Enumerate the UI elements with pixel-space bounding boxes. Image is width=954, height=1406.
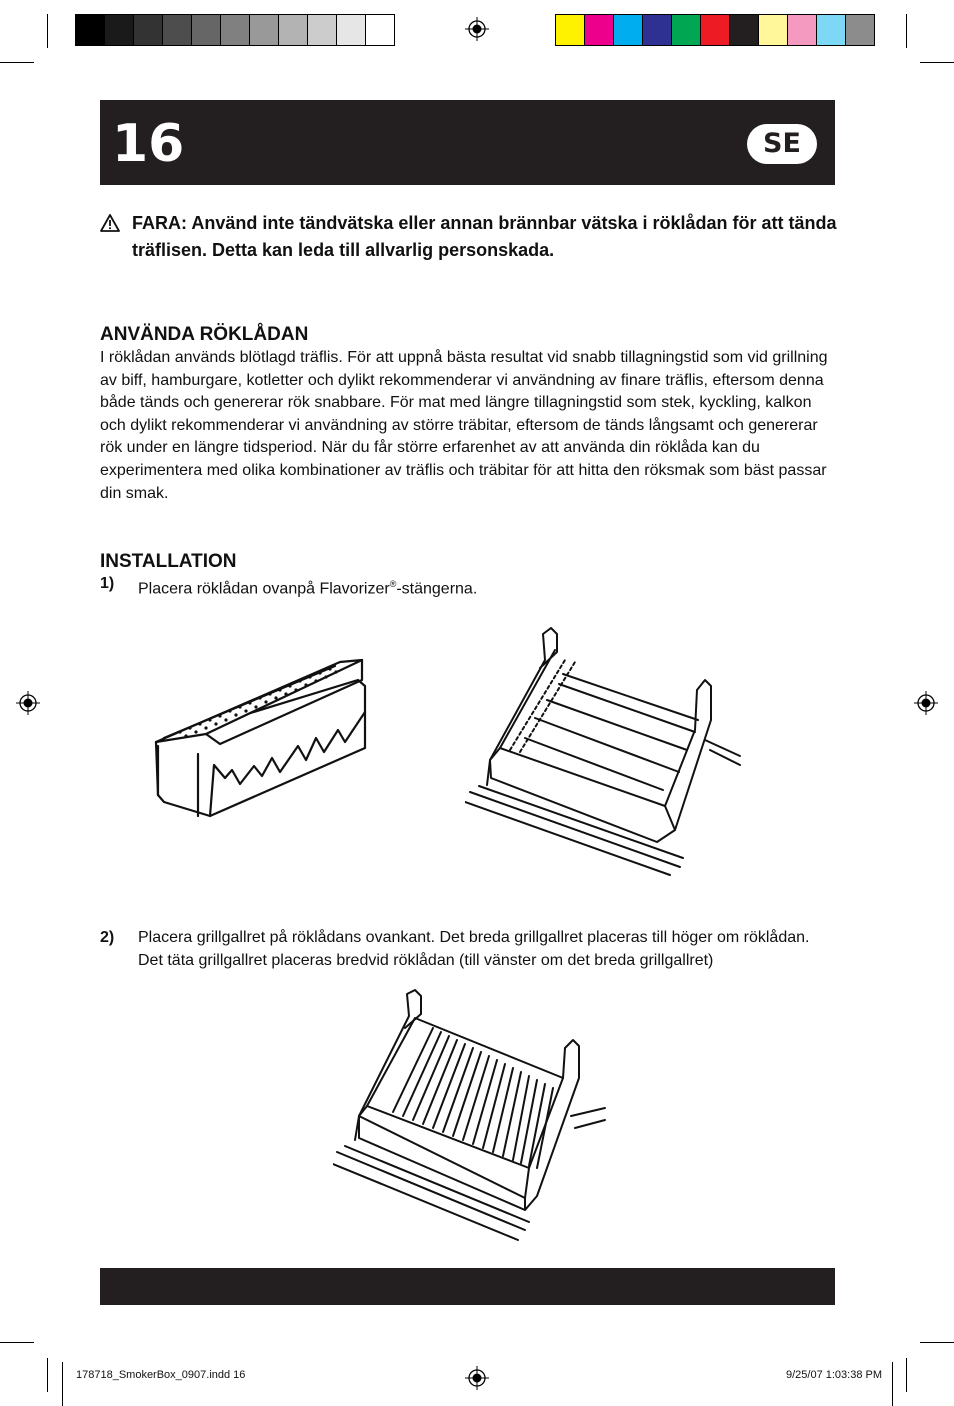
color-swatch	[643, 15, 672, 45]
crop-mark	[0, 1342, 34, 1343]
color-swatch	[759, 15, 788, 45]
gray-swatch-bar	[75, 14, 395, 46]
smoker-box-on-bars-illustration	[465, 620, 750, 880]
crop-mark	[892, 1362, 893, 1406]
crop-mark	[920, 62, 954, 63]
section-installation	[100, 550, 840, 574]
warning-triangle-icon	[100, 213, 120, 233]
crop-mark	[47, 1358, 48, 1392]
warning-text: FARA: Använd inte tändvätska eller annan brännbar vätska i röklådan för att tända träflisen. Detta kan leda till allvarlig personskada.	[132, 213, 837, 260]
registration-mark-icon	[465, 1366, 489, 1390]
page-footer-band	[100, 1268, 835, 1305]
crop-mark	[920, 1342, 954, 1343]
step-number: 2)	[100, 929, 115, 946]
install-step	[100, 573, 820, 601]
color-swatch	[337, 15, 366, 45]
color-swatch	[817, 15, 846, 45]
color-swatch	[308, 15, 337, 45]
step-text: Placera röklådan ovanpå Flavorizer®-stängerna.	[138, 579, 478, 598]
color-swatch	[585, 15, 614, 45]
print-slug-filename: 178718_SmokerBox_0907.indd 16	[76, 1369, 246, 1381]
install-step	[100, 927, 820, 972]
danger-warning	[100, 210, 840, 264]
section-title: ANVÄNDA RÖKLÅDAN	[100, 324, 309, 345]
color-swatch	[279, 15, 308, 45]
color-swatch	[730, 15, 759, 45]
registration-mark-icon	[16, 691, 40, 715]
color-swatch	[366, 15, 394, 45]
color-swatch	[221, 15, 250, 45]
crop-mark	[47, 14, 48, 48]
color-swatch	[105, 15, 134, 45]
page-header-band	[100, 100, 835, 185]
registration-mark-icon	[914, 691, 938, 715]
registration-mark-icon	[465, 17, 489, 41]
language-badge: SE	[747, 124, 817, 164]
color-swatch	[76, 15, 105, 45]
color-swatch	[672, 15, 701, 45]
page-number: 16	[112, 114, 185, 174]
color-swatch	[846, 15, 874, 45]
step-number: 1)	[100, 575, 115, 592]
section-title: INSTALLATION	[100, 551, 237, 572]
crop-mark	[62, 1362, 63, 1406]
color-swatch	[250, 15, 279, 45]
grill-grates-illustration	[333, 988, 613, 1243]
print-slug-timestamp: 9/25/07 1:03:38 PM	[785, 1369, 882, 1381]
crop-mark	[0, 62, 34, 63]
crop-mark	[906, 1358, 907, 1392]
section-use-smoker-box	[100, 323, 840, 505]
color-swatch	[192, 15, 221, 45]
color-swatch	[163, 15, 192, 45]
color-swatch	[556, 15, 585, 45]
color-swatch	[614, 15, 643, 45]
step-text: Placera grillgallret på röklådans ovankant. Det breda grillgallret placeras till höger om röklådan. Det täta grillgallret placeras bredvid röklådan (till vänster om det breda grillgallret)	[138, 929, 810, 969]
section-body: I röklådan används blötlagd träflis. För att uppnå bästa resultat vid snabb tillagningstid som vid grillning av biff, hamburgare, kotletter och dylikt rekommenderar vi användning av finare träflis, eftersom denna både tänds och genererar rök snabbare. För mat med längre tillagningstid som stek, kyckling, kalkon och dylikt rekommenderar vi användning av större träbitar, eftersom de tänds långsamt och genererar rök under en längre tidsperiod. När du får större erfarenhet av att använda din röklåda kan du experimentera med olika kombinationer av träflis och träbitar för att hitta den röksmak som bäst passar din smak.	[100, 349, 828, 502]
crop-mark	[906, 14, 907, 48]
color-swatch	[134, 15, 163, 45]
smoker-box-illustration	[150, 650, 375, 830]
color-swatch	[788, 15, 817, 45]
color-swatch-bar	[555, 14, 875, 46]
color-swatch	[701, 15, 730, 45]
